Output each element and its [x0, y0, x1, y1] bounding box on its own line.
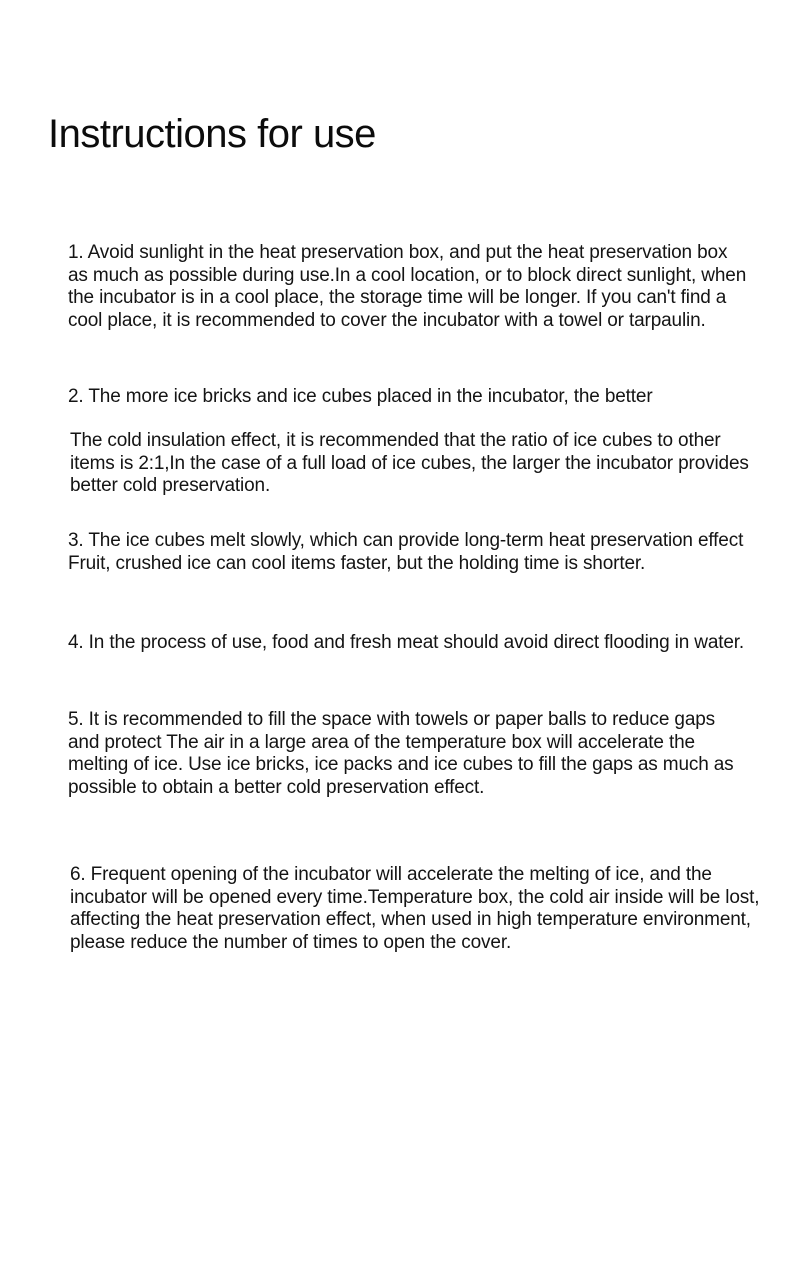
instruction-5: 5. It is recommended to fill the space with towels or paper balls to reduce gaps and protect The air in a large area of the temperature box will accelerate the melting of ice. Use ice bricks, ice packs and ice cubes to fill the gaps as much as possible to obtain a better cold preservation effect.	[68, 709, 734, 798]
instruction-6: 6. Frequent opening of the incubator will accelerate the melting of ice, and the incubator will be opened every time.Temperature box, the cold air inside will be lost, affecting the heat preservation effect, when used in high temperature environment, please reduce the number of times to open the cover.	[70, 864, 760, 953]
instruction-3: 3. The ice cubes melt slowly, which can provide long-term heat preservation effect Fruit, crushed ice can cool items faster, but the holding time is shorter.	[68, 530, 744, 574]
instruction-2-continued: The cold insulation effect, it is recommended that the ratio of ice cubes to other items is 2:1,In the case of a full load of ice cubes, the larger the incubator provides better cold preservation.	[70, 430, 749, 497]
page-title: Instructions for use	[48, 112, 376, 156]
instruction-1: 1. Avoid sunlight in the heat preservation box, and put the heat preservation box as much as possible during use.In a cool location, or to block direct sunlight, when the incubator is in a cool place, the storage time will be longer. If you can't find a cool place, it is recommended to cover the incubator with a towel or tarpaulin.	[68, 242, 747, 331]
instruction-2: 2. The more ice bricks and ice cubes placed in the incubator, the better	[68, 386, 653, 407]
instruction-4: 4. In the process of use, food and fresh meat should avoid direct flooding in water.	[68, 632, 745, 653]
